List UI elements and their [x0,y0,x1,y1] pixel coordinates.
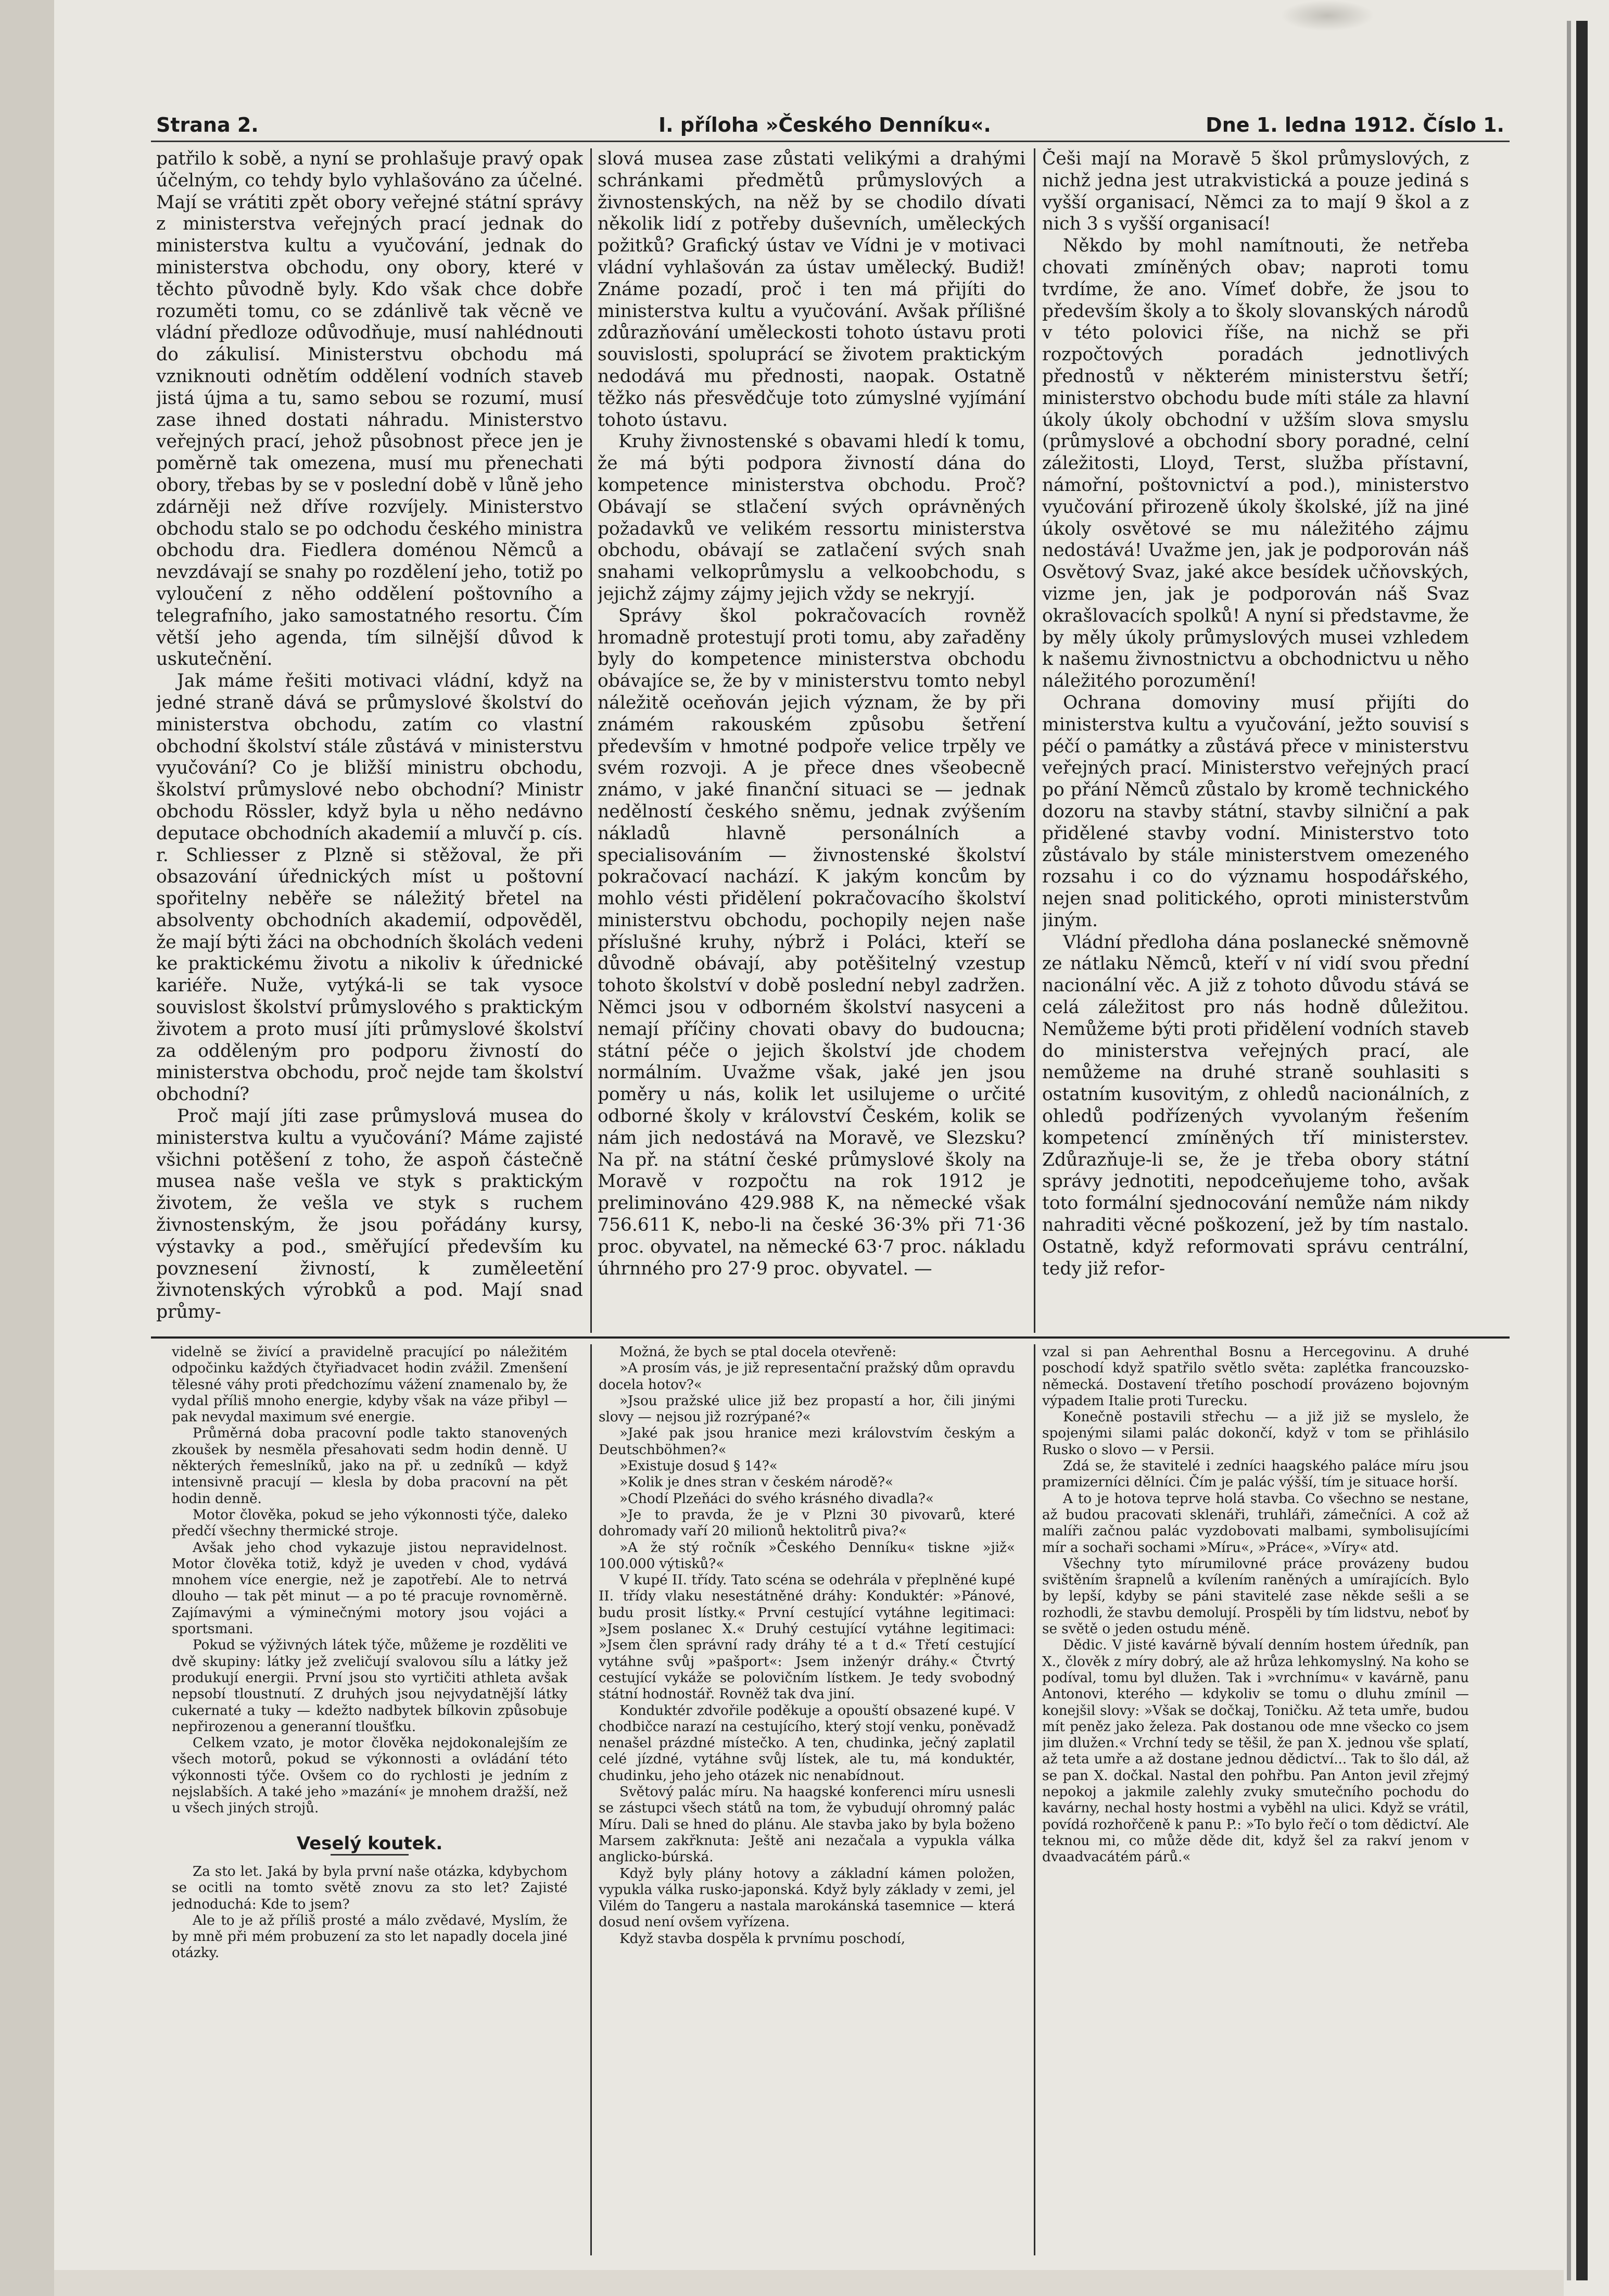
issue-date: Dne 1. ledna 1912. Číslo 1. [1206,113,1504,136]
paragraph: Konečně postavili střechu — a již již se myslelo, že spojenými silami palác dokončí, když v tom se přihlásilo Rusko o slovo — v Persii. [1042,1409,1469,1458]
article-column-3 [1042,148,1469,1333]
paragraph: slová musea zase zůstati velikými a drahými schránkami předmětů průmyslových a živnostenských, na něž by se chodilo dívati několik lidí z potřeby duševních, uměleckých požitků? Grafický ústav ve Vídni je v motivaci vládní vyhlašován za ústav umělecký. Budiž! Známe pozadí, proč i ten má přijíti do ministerstva kultu a vyučování. Avšak přílišné zdůrazňování uměleckosti tohoto ústavu proti souvislosti, spoluprácí se životem praktickým nedodává mu přednosti, naopak. Ostatně těžko nás přesvědčuje toto zúmyslné vyjímání tohoto ústavu. [598,148,1025,431]
paragraph: »A prosím vás, je již representační pražský dům opravdu docela hotov?« [599,1360,1015,1393]
paragraph: Jak máme řešiti motivaci vládní, když na jedné straně dává se průmyslové školství do ministerstva obchodu, zatím co vlastní obchodní školství stále zůstává v ministerstvu vyučování? Co je bližší ministru obchodu, školství průmyslové nebo obchodní? Ministr obchodu Rössler, když byla u něho nedávno deputace obchodních akademií a mluvčí p. cís. r. Schliesser z Plzně si stěžoval, že při obsazování úřednických míst u poštovní spořitelny neběře se náležitý břetel na absolventy obchodních akademií, odpověděl, že mají býti žáci na obchodních školách vedeni ke praktickému životu a nikoliv k úřednické kariéře. Nuže, vytýká-li se tak vysoce souvislost školství průmyslového s praktickým životem a proto musí jíti průmyslové školství za odděleným pro podporu živností do ministerstva obchodu, proč nejde tam školství obchodní? [156,671,583,1105]
paragraph: Světový palác míru. Na haagské konferenci míru usnesli se zástupci všech států na tom, že vybudují ohromný palác Míru. Dali se hned do plánu. Ale stavba jako by byla boženo Marsem zakřknuta: Ještě ani nezačala a vypukla válka anglicko-búrská. [599,1784,1015,1865]
article-column-2 [598,148,1025,1333]
article-column-1 [156,148,583,1333]
section-heading: Veselý koutek. [296,1833,443,1854]
paragraph: Možná, že bych se ptal docela otevřeně: [619,1344,897,1360]
paragraph: »Je to pravda, že je v Plzni 30 pivovarů, které dohromady vaří 20 milionů hektolitrů piva?« [599,1507,1015,1540]
page-number: Strana 2. [156,113,259,136]
binding-shadow [1567,21,1571,2280]
column-rule [1034,1344,1035,2255]
paragraph: Celkem vzato, je motor člověka nejdokonalejším ze všech motorů, pokud se výkonnosti a ovládání této výkonnosti týče. Ovšem co do rychlosti je jedním z nejslabších. A také jeho »mazání« je mnohem dražší, než u všech jiných strojů. [172,1735,567,1816]
paragraph: Pokud se výživných látek týče, můžeme je rozděliti ve dvě skupiny: látky jež zveličují svalovou sílu a látky jež produkují energii. První jsou sto vyrtičiti athleta avšak nepsobí tloustnutí. Z druhých jsou nejvydatnější látky cukernaté a tuky — kdežto nadbytek bílkovin způsobuje nepřirozenou a generanní tloušťku. [172,1637,567,1735]
paragraph: Avšak jeho chod vykazuje jistou nepravidelnost. Motor člověka totiž, když je uveden v chod, vydává mnohem více energie, než je zapotřebí. Ale to netrvá dlouho — tak pět minut — a po té pracuje rovnoměrně. Zajímavými a výminečnými motory jsou vojáci a sportsmani. [172,1540,567,1637]
paragraph: Proč mají jíti zase průmyslová musea do ministerstva kultu a vyučování? Máme zajisté všichni potěšení z toho, že aspoň částečně musea naše vešla ve styk s praktickým životem, že vešla ve styk s ruchem živnostenským, že jsou pořádány kursy, výstavky a pod., směřující především ku povznesení živností, k zuměleetění živnotenských výrobků a pod. Mají snad průmy- [156,1106,583,1323]
paragraph: »Jsou pražské ulice již bez propastí a hor, čili jinými slovy — nejsou již rozrýpané?« [599,1393,1015,1425]
paragraph: »Existuje dosud § 14?« [619,1458,778,1474]
section-rule [151,1336,1510,1339]
feuilleton-column-2 [599,1344,1015,2255]
paragraph: »Jaké pak jsou hranice mezi královstvím českým a Deutschböhmen?« [599,1425,1015,1458]
column-rule [590,148,592,1333]
scan-bottom-edge [54,2270,1564,2296]
paragraph: A to je hotova teprve holá stavba. Co všechno se nestane, až budou pracovati sklenáři, truhláři, zámečníci. A což až malíři začnou palác vyzdobovati malbami, symbolisujícími mír a sochaři sochami »Míru«, »Práce«, »Víry« atd. [1042,1491,1469,1556]
paragraph: Dědic. V jisté kavárně bývalí denním hostem úředník, pan X., člověk z míry dobrý, ale až hrůza lehkomyslný. Na koho se podíval, tomu byl dlužen. Tak i »vrchnímu« v kavárně, panu Antonovi, kterého — kdykoliv se tomu o dluhu zmínil — konejšil slovy: »Však se dočkaj, Toničku. Až teta umře, budou mít peněz jako železa. Pak dostanou ode mne všecko co jsem jim dlužen.« Vrchní tedy se těšil, že pan X. jednou vše splatí, až teta umře a až dostane jednou dědictví... Tak to šlo dál, až se pan X. dočkal. Nastal den pohřbu. Pan Anton jevil zřejmý nepokoj a jakmile zalehly zvuky smutečního pochodu do kavárny, nechal hosty hostmi a vyběhl na ulici. Když se vrátil, povídá rozhořčeně k panu P.: »To bylo řečí o tom dědictví. Ale teknou mi, co může děde dit, když šel za rakví jenom v dvaadvacátém párů.« [1042,1637,1469,1865]
paragraph: Ale to je až příliš prosté a málo zvědavé, Myslím, že by mně při mém probuzení za sto let napadly docela jiné otázky. [172,1912,567,1961]
paragraph: Češi mají na Moravě 5 škol průmyslových, z nichž jedna jest utrakvistická a pouze jediná s vyšší organisací, Němci za to mají 9 škol a z nich 3 s vyšší organisací! [1042,148,1469,235]
paragraph: Všechny tyto mírumilovné práce provázeny budou svištěním šrapnelů a kvílením raněných a umírajících. Bylo by lepší, kdyby se páni stavitelé zase někde sešli a se rozhodli, že stavbu demolují. Prospěli by tím lidstvu, neboť by se světě o jeden ostudu méně. [1042,1556,1469,1637]
paragraph: »Chodí Plzeňáci do svého krásného divadla?« [619,1491,934,1507]
column-rule [590,1344,592,2255]
paragraph: patřilo k sobě, a nyní se prohlašuje pravý opak účelným, co tehdy bylo vyhlašováno za účelné. Mají se vrátiti zpět obory veřejné státní správy z ministerstva veřejných prací jednak do ministerstva kultu a vyučování, jednak do ministerstva obchodu, ony obory, které v těchto původně byly. Kdo však chce dobře rozuměti tomu, co se zdánlivě tak věcně ve vládní předloze odůvodňuje, musí nahlédnouti do zákulisí. Ministerstvu obchodu má vzniknouti odnětím oddělení vodních staveb jistá újma a tu, samo sebou se rozumí, musí zase ihned dostati náhradu. Ministerstvo veřejných prací, jehož působnost přece jen je poměrně tak omezena, musí mu přenechati obory, třebas by se v poslední době v lůně jeho zdárněji než dříve rozvíjely. Ministerstvo obchodu stalo se po odchodu českého ministra obchodu dra. Fiedlera doménou Němců a nevzdávají se snahy po rozdělení jeho, totiž po vyloučení z něho oddělení poštovního a telegrafního, jako samostatného resortu. Čím větší jeho agenda, tím silnější důvod k uskutečnění. [156,148,583,670]
paragraph: Když byly plány hotovy a základní kámen položen, vypukla válka rusko-japonská. Když byly základy v zemi, jel Vilém do Tangeru a nastala marokánská tasemnice — která dosud není ovšem vyřízena. [599,1865,1015,1931]
paragraph: Když stavba dospěla k prvnímu poschodí, [619,1931,906,1947]
column-rule [1034,148,1035,1333]
page-header [156,104,1504,141]
paragraph: Ochrana domoviny musí přijíti do ministerstva kultu a vyučování, ježto souvisí s péčí o památky a zůstává přece v ministerstvu veřejných prací. Ministerstvo veřejných prací po přání Němců zůstalo by kromě technického dozoru na stavby státní, stavby silniční a pak přidělené stavby vodní. Ministerstvo toto zůstávalo by stále ministerstvem omezeného rozsahu i co do významu hospodářského, nejen snad politického, oproti ministerstvům jiným. [1042,692,1469,931]
supplement-title: I. příloha »Českého Denníku«. [658,113,991,136]
paragraph: Někdo by mohl namítnouti, že netřeba chovati zmíněných obav; naproti tomu tvrdíme, že ano. Vímeť dobře, že jsou to především školy a to školy slovanských národů v této polovici říše, na nichž se při rozpočtových poradách jednotlivých přednostů v některém ministerstvu šetří; ministerstvo obchodu bude míti stále za hlavní úkoly úkoly obchodní v užším slova smyslu (průmyslové a obchodní sbory poradné, celní záležitosti, Lloyd, Terst, služba přístavní, námořní, poštovnictví a pod.), ministerstvo vyučování přirozeně úkoly školské, jíž na jiné úkoly osvětové se mu náležitého zájmu nedostává! Uvažme jen, jak je podporován náš Osvětový Svaz, jaké akce besídek učňovských, vizme jen, jak je podporován náš Svaz okrašlovacích spolků! A nyní si představme, že by měly úkoly průmyslových musei vzhledem k našemu živnostnictvu a obchodnictvu u něho náležitého porozumění! [1042,235,1469,692]
header-rule [151,141,1510,142]
binding-edge [1576,21,1588,2280]
paragraph: Vládní předloha dána poslanecké sněmovně ze nátlaku Němců, kteří v ní vidí svou přední nacionální věc. A již z tohoto důvodu stává se celá záležitost pro nás hodně důležitou. Nemůžeme býti proti přidělení vodních staveb do ministerstva veřejných prací, ale nemůžeme na druhé straně souhlasiti s ostatním kusovitým, z ohledů nacionálních, z ohledů podřízených vyvolaným řešením kompetencí zmíněných tří ministerstev. Zdůrazňuje-li se, že je třeba obory státní správy jednotiti, nepodceňujeme toho, avšak toto formální sjednocování nemůže nám nikdy nahraditi věcné poškození, jež by tím nastalo. Ostatně, když reformovati správu centrální, tedy již refor- [1042,931,1469,1279]
scan-left-margin [0,0,54,2296]
heading-underline [331,1854,409,1856]
paragraph: Průměrná doba pracovní podle takto stanovených zkoušek by nesměla přesahovati sedm hodin denně. U některých řemeslníků, jako na př. u zedníků — když intensivně pracují — klesla by doba pracovní na pět hodin denně. [172,1425,567,1507]
paragraph: »A že stý ročník »Českého Denníku« tiskne »již« 100.000 výtisků?« [599,1540,1015,1572]
paragraph: Zdá se, že stavitelé i zedníci haagského paláce míru jsou pramizerníci dělníci. Čím je palác výšší, tím je situace horší. [1042,1458,1469,1491]
paragraph: videlně se živící a pravidelně pracující po náležitém odpočinku každých čtyřiadvacet hodin zvážil. Zmenšení tělesné váhy proti předchozímu vážení znamenalo by, že vydal příliš mnoho energie, kdyby však na váze přibyl — pak nevydal maximum své energie. [172,1344,567,1425]
paragraph: Za sto let. Jaká by byla první naše otázka, kdybychom se ocitli na tomto světě znovu za sto let? Zajisté jednoduchá: Kde to jsem? [172,1863,567,1912]
scan-smudge [1281,0,1374,31]
paragraph: Motor člověka, pokud se jeho výkonnosti týče, daleko předčí všechny thermické stroje. [172,1507,567,1540]
paragraph: Kruhy živnostenské s obavami hledí k tomu, že má býti podpora živností dána do kompetence ministerstva obchodu. Proč? Obávají se stlačení svých oprávněných požadavků ve velikém ressortu ministerstva obchodu, obávají se zatlačení svých snah snahami velkoprůmyslu a velkoobchodu, s jejichž zájmy zájmy jejich vždy se nekryjí. [598,431,1025,604]
paragraph: »Kolik je dnes stran v českém národě?« [619,1474,894,1491]
feuilleton-column-3 [1042,1344,1469,2255]
feuilleton-column-1 [172,1344,567,2255]
paragraph: vzal si pan Aehrenthal Bosnu a Hercegovinu. A druhé poschodí když spatřilo světlo světa: zaplétka francouzsko-německá. Dostavení třetího poschodí provázeno bojovným výpadem Italie proti Turecku. [1042,1344,1469,1409]
paragraph: Konduktér zdvořile poděkuje a opouští obsazené kupé. V chodbičce narazí na cestujícího, který stojí venku, poněvadž nenašel prázdné místečko. A ten, chudinka, ječný zaplatil celé jízdné, vytáhne svůj lístek, ale tu, má konduktér, chudinku, jeho jeho otázek nic nenabídnout. [599,1702,1015,1784]
paragraph: V kupé II. třídy. Tato scéna se odehrála v přeplněné kupé II. třídy vlaku nesestátněné dráhy: Konduktér: »Pánové, budu prosit lístky.« První cestující vytáhne legitimaci: »Jsem poslanec X.« Druhý cestující vytáhne legitimaci: »Jsem člen správní rady dráhy té a t d.« Třetí cestující vytáhne svůj »pašport«: Jsem inženýr dráhy.« Čtvrtý cestující vykáže se polovičním lístkem. Je tedy svobodný státní hodnostář. Rovněž tak dva jiní. [599,1572,1015,1702]
paragraph: Správy škol pokračovacích rovněž hromadně protestují proti tomu, aby zařaděny byly do kompetence ministerstva obchodu obávajíce se, že by v ministerstvu tomto nebyl náležitě oceňován jejich význam, že by při známém rakouském způsobu šetření především v hmotné podpoře velice trpěly ve svém rozvoji. A je přece dnes všeobecně známo, v jaké finanční situaci se — jednak nedělností českého sněmu, jednak zvýšením nákladů hlavně personálních a specialisováním — živnostenské školství pokračovací nachází. K jakým koncům by mohlo vésti přidělení pokračovacího školství ministerstvu obchodu, pochopily nejen naše příslušné kruhy, nýbrž i Poláci, kteří se důvodně obávají, aby potěšitelný vzestup tohoto školství v době poslední nebyl zadržen. Němci jsou v odborném školství nasyceni a nemají příčiny chovati obavy do budoucna; státní péče o jejich školství jde chodem normálním. Uvažme však, jaké jen jsou poměry u nás, kolik let usilujeme o určité odborné školy v království Českém, kolik se nám jich nedostává na Moravě, ve Slezsku? Na př. na státní české průmyslové školy na Moravě v rozpočtu na rok 1912 je preliminováno 429.988 K, na německé však 756.611 K, nebo-li na české 36·3% při 71·36 proc. obyvatel, na německé 63·7 proc. nákladu úhrnného pro 27·9 proc. obyvatel. — [598,605,1025,1279]
